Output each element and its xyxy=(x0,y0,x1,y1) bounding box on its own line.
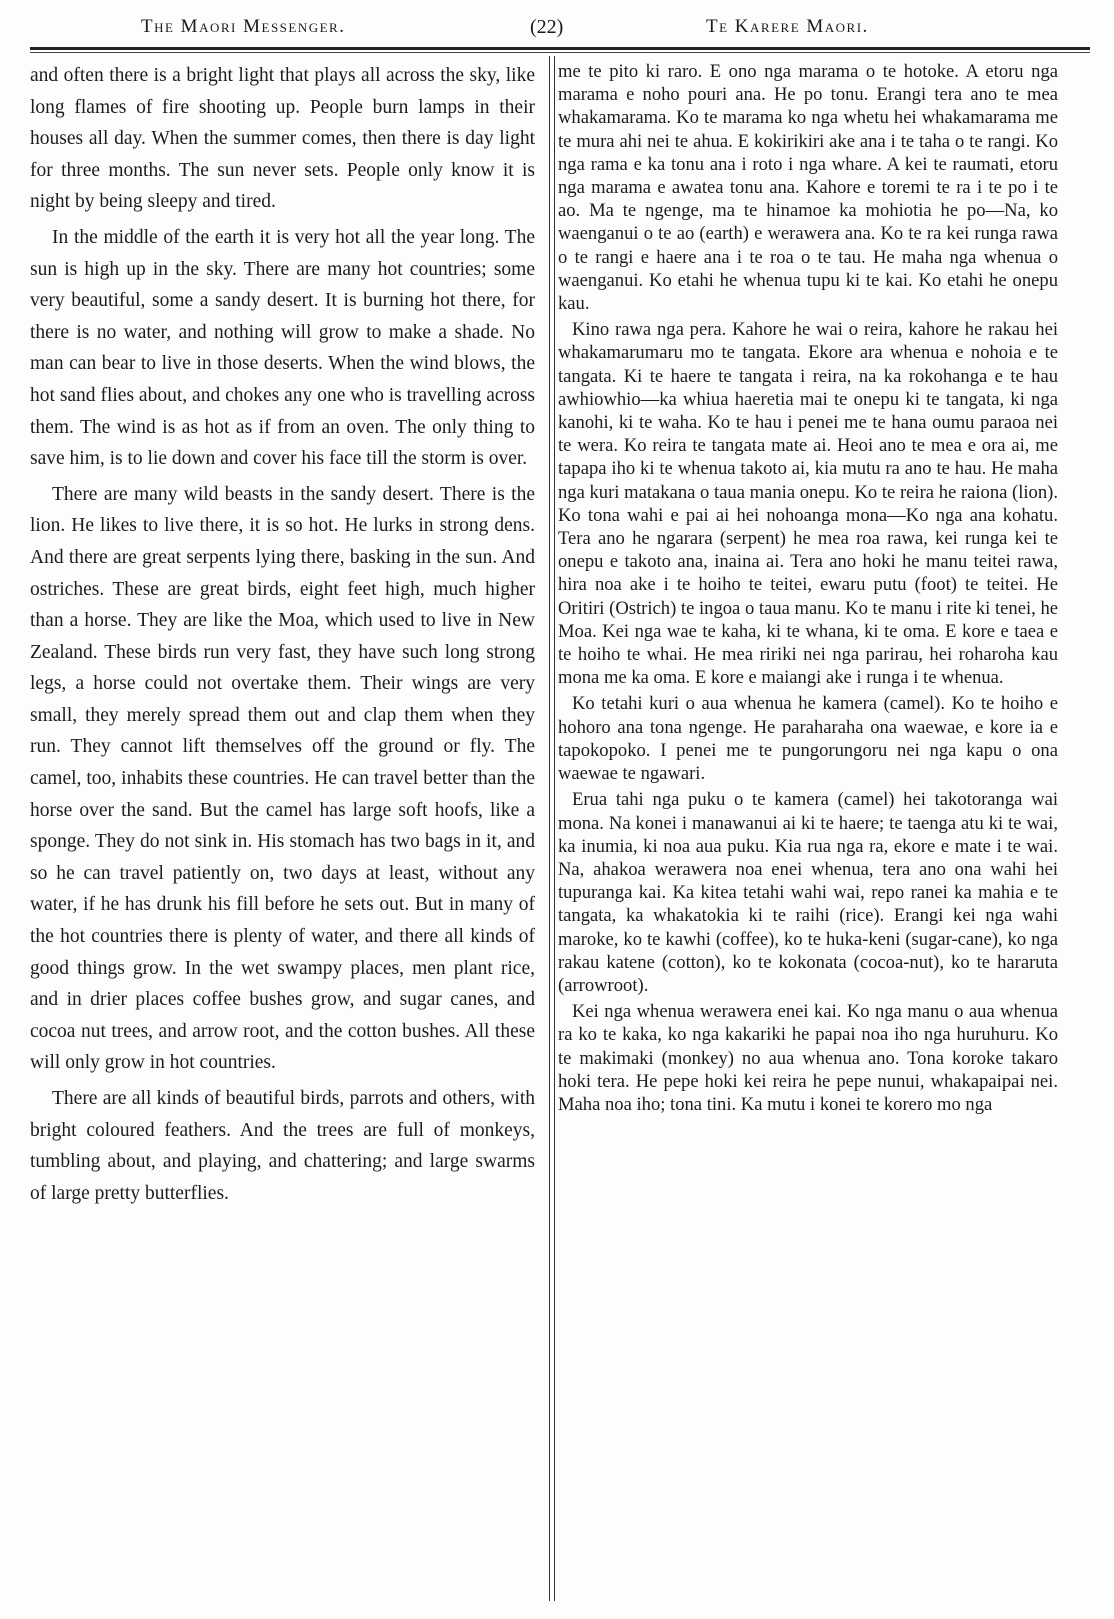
english-paragraph: There are all kinds of beautiful birds, parrots and others, with bright coloured feathers. And the trees are full of monkeys, tumbling about, and playing, and chattering; and large swarms of large pretty butterflies. xyxy=(30,1088,535,1204)
english-masthead: The Maori Messenger. xyxy=(141,16,346,37)
maori-paragraph: Kei nga whenua werawera enei kai. Ko nga manu o aua whenua ra ko te kaka, ko nga kakariki he papai noa iho nga huruhuru. Ko te makimaki (monkey) no aua whenua ano. Tona koroke takaro hoki tera. He pepe hoki kei reira he pepe nunui, whakapaipai nei. Maha noa iho; tona tini. Ka mutu i konei te korero mo nga xyxy=(558,1001,1058,1115)
page-header xyxy=(30,16,1090,46)
header-rule-thin xyxy=(30,52,1090,53)
english-paragraph: and often there is a bright light that plays all across the sky, like long flames of fire shooting up. People burn lamps in their houses all day. When the summer comes, then there is day light for three months. The sun never sets. People only know it is night by being sleepy and tired. xyxy=(30,65,535,213)
maori-paragraph: Erua tahi nga puku o te kamera (camel) hei takotoranga wai mona. Na konei i manawanui ai ki te haere; te taenga atu ki te wai, ka inumia, ki noa aua puku. Kia rua nga ra, ekore e mate i te wai. Na, ahakoa werawera noa enei whenua, tera ano ona wahi hei tupuranga kai. Ka kitea tetahi wahi wai, repo ranei ka mahia e te tangata, ka whakatokia ki te raihi (rice). Erangi kei nga wahi maroke, ko te kawhi (coffee), ko te huka-keni (sugar-cane), ko nga rakau katene (cotton), ko te kokonata (cocoa-nut), ko te hararuta (arrowroot). xyxy=(558,789,1058,996)
english-paragraph: In the middle of the earth it is very hot all the year long. The sun is high up in the sky. There are many hot countries; some very beautiful, some a sandy desert. It is burning hot there, for there is no water, and nothing will grow to make a shade. No man can bear to live in those deserts. When the wind blows, the hot sand flies about, and chokes any one who is travelling across them. The wind is as hot as if from an oven. The only thing to save him, is to lie down and cover his face till the storm is over. xyxy=(30,226,535,470)
maori-masthead: Te Karere Maori. xyxy=(706,16,869,37)
column-divider xyxy=(549,56,555,1601)
english-paragraph: There are many wild beasts in the sandy desert. There is the lion. He likes to live there, it is so hot. He lurks in strong dens. And there are great serpents lying there, basking in the sun. And ostriches. These are great birds, eight feet high, much higher than a horse. They are like the Moa, which used to live in New Zealand. These birds run very fast, they have such long strong legs, a horse could not overtake them. Their wings are very small, they merely spread them out and clap them when they run. They cannot lift themselves off the ground or fly. The camel, too, inhabits these countries. He can travel better than the horse over the sand. But the camel has large soft hoofs, like a sponge. They do not sink in. His stomach has two bags in it, and so he can travel patiently on, two days at least, without any water, if he has drunk his fill before he sets out. But in many of the hot countries there is plenty of water, and there all kinds of good things grow. In the wet swampy places, men plant rice, and in drier places coffee bushes grow, and sugar canes, and cocoa nut trees, and arrow root, and the cotton bushes. All these will only grow in hot countries. xyxy=(30,483,535,1074)
maori-column xyxy=(558,60,1058,1119)
english-column xyxy=(30,60,535,1213)
page-number: (22) xyxy=(530,16,564,38)
maori-paragraph: Ko tetahi kuri o aua whenua he kamera (camel). Ko te hoiho e hohoro ana tona ngenge. He paraharaha ona waewae, e kore ia e tapokopoko. I penei me te pungorungoru nei nga kapu o ona waewae te ngawari. xyxy=(558,693,1058,785)
maori-paragraph: Kino rawa nga pera. Kahore he wai o reira, kahore he rakau hei whakamarumaru mo te tangata. Ekore ara whenua e nohoia e te tangata. Ki te haere te tangata i reira, na ka rokohanga e te hau awhiowhio—ka whiua haeretia mai te onepu ki te tangata, ki nga kanohi, ki te waha. Ko te hau i penei me te hana oumu paraoa nei te wera. Ko reira te tangata mate ai. Heoi ano te mea e ora ai, me tapapa iho ki te whenua takoto ai, kia mutu ra ano te hau. He maha nga kuri matakana o taua mania onepu. Ko te reira he raiona (lion). Ko tona wahi e pai ai hei nohoanga mona—Ko nga ana kohatu. Tera ano he ngarara (serpent) he mea roa rawa, kei runga kei te onepu e takoto ana, inaina ai. Tera ano hoki he manu teitei rawa, hira noa ake i te hoiho te teitei, ewaru putu (foot) te teitei. He Oritiri (Ostrich) te ingoa o taua manu. Ko te manu i rite ki tenei, he Moa. Kei nga wae te kaha, ki te whana, ki te oma. E kore e taea e te hoiho te whai. He mea ririki nei nga parirau, hei roharoha kau mona me ka oma. E kore e maiangi ake i runga i te whenua. xyxy=(558,319,1058,689)
maori-paragraph: me te pito ki raro. E ono nga marama o te hotoke. A etoru nga marama e noho pouri ana. He po tonu. Erangi tera ano te mea whakamarama. Ko te marama ko nga whetu hei whakamarama me te mura ahi nei te ahua. E kokirikiri ake ana i te taha o te rangi. Ko nga rama e ka tonu ana i roto i nga whare. A kei te raumati, etoru nga marama e awatea tonu ana. Kahore e toremi te ra i te po i te ao. Ma te ngenge, ma te hinamoe ka mohiotia he po—Na, ko waenganui o te ao (earth) e werawera ana. Ko te ra kei runga rawa o te rangi e haere ana i te roa o te tau. He maha nga whenua o waenganui. Ko etahi he whenua tupu ki te kai. Ko etahi he onepu kau. xyxy=(558,61,1058,315)
header-rule-thick xyxy=(30,47,1090,50)
